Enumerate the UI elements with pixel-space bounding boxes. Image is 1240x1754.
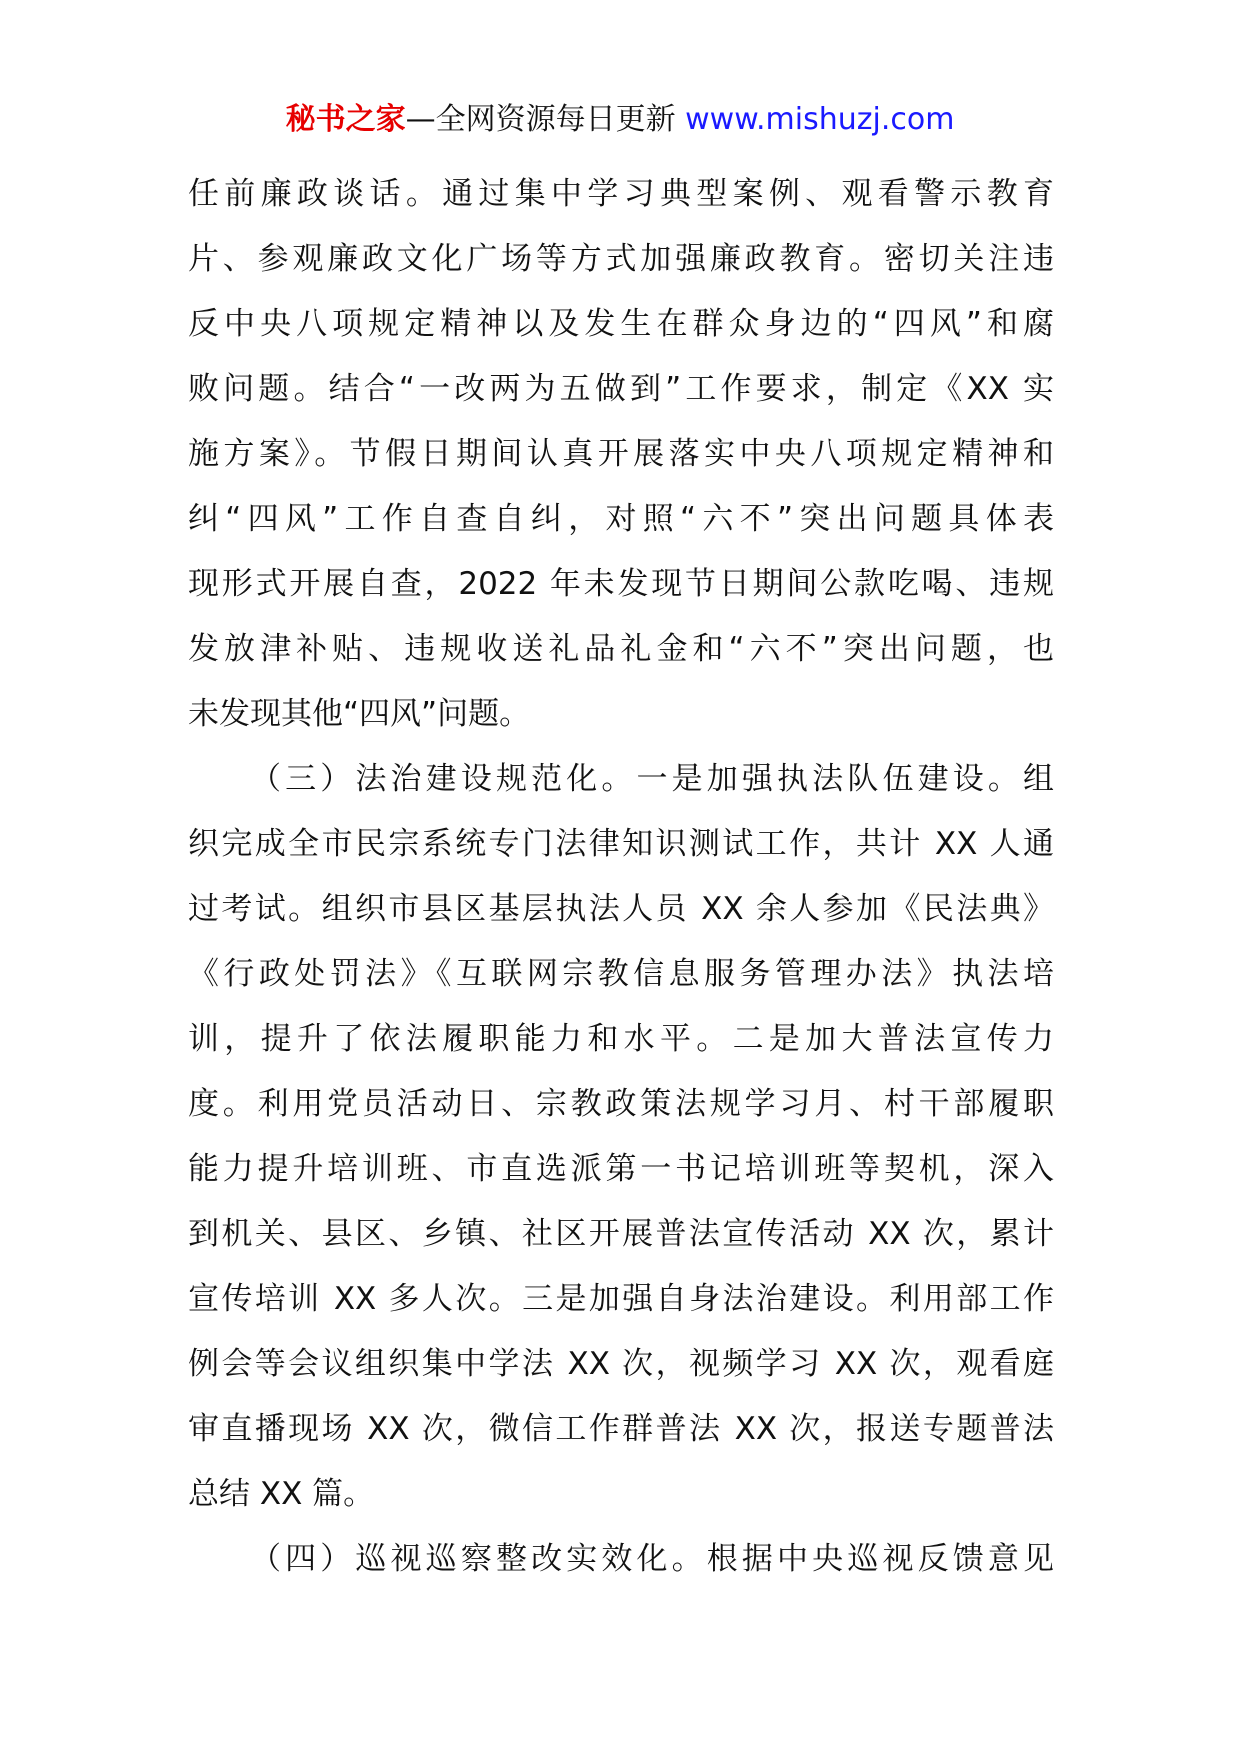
text-line: 织完成全市民宗系统专门法律知识测试工作，共计 XX 人通 (188, 826, 1054, 862)
text-line: 发放津补贴、违规收送礼品礼金和“六不”突出问题，也 (188, 631, 1054, 667)
text-line: 任前廉政谈话。通过集中学习典型案例、观看警示教育 (188, 176, 1054, 212)
text-line: 反中央八项规定精神以及发生在群众身边的“四风”和腐 (188, 306, 1054, 342)
text-line: 败问题。结合“一改两为五做到”工作要求，制定《XX 实 (188, 371, 1054, 407)
text-line: 施方案》。节假日期间认真开展落实中央八项规定精神和 (188, 436, 1054, 472)
text-line: 到机关、县区、乡镇、社区开展普法宣传活动 XX 次，累计 (188, 1216, 1054, 1252)
text-line: 过考试。组织市县区基层执法人员 XX 余人参加《民法典》 (188, 891, 1054, 927)
header-tagline: —全网资源每日更新 (405, 102, 676, 137)
text-line: 纠“四风”工作自查自纠，对照“六不”突出问题具体表 (188, 501, 1054, 537)
text-line: 片、参观廉政文化广场等方式加强廉政教育。密切关注违 (188, 241, 1054, 277)
text-line: 《行政处罚法》《互联网宗教信息服务管理办法》执法培 (188, 956, 1054, 992)
text-line: 训，提升了依法履职能力和水平。二是加大普法宣传力 (188, 1021, 1054, 1057)
paragraph-first-line: （四）巡视巡察整改实效化。根据中央巡视反馈意见 (250, 1541, 1054, 1577)
page-header (0, 100, 1240, 140)
site-url[interactable]: www.mishuzj.com (685, 102, 955, 137)
text-line: 度。利用党员活动日、宗教政策法规学习月、村干部履职 (188, 1086, 1054, 1122)
text-line: 审直播现场 XX 次，微信工作群普法 XX 次，报送专题普法 (188, 1411, 1054, 1447)
text-line: 总结 XX 篇。 (188, 1476, 375, 1512)
text-line: 现形式开展自查，2022 年未发现节日期间公款吃喝、违规 (188, 566, 1054, 602)
document-body (188, 162, 1054, 1592)
text-line: 宣传培训 XX 多人次。三是加强自身法治建设。利用部工作 (188, 1281, 1054, 1317)
text-line: 例会等会议组织集中学法 XX 次，视频学习 XX 次，观看庭 (188, 1346, 1054, 1382)
paragraph-first-line: （三）法治建设规范化。一是加强执法队伍建设。组 (250, 761, 1054, 797)
brand-name: 秘书之家 (285, 102, 406, 137)
text-line: 未发现其他“四风”问题。 (188, 696, 531, 732)
text-line: 能力提升培训班、市直选派第一书记培训班等契机，深入 (188, 1151, 1054, 1187)
